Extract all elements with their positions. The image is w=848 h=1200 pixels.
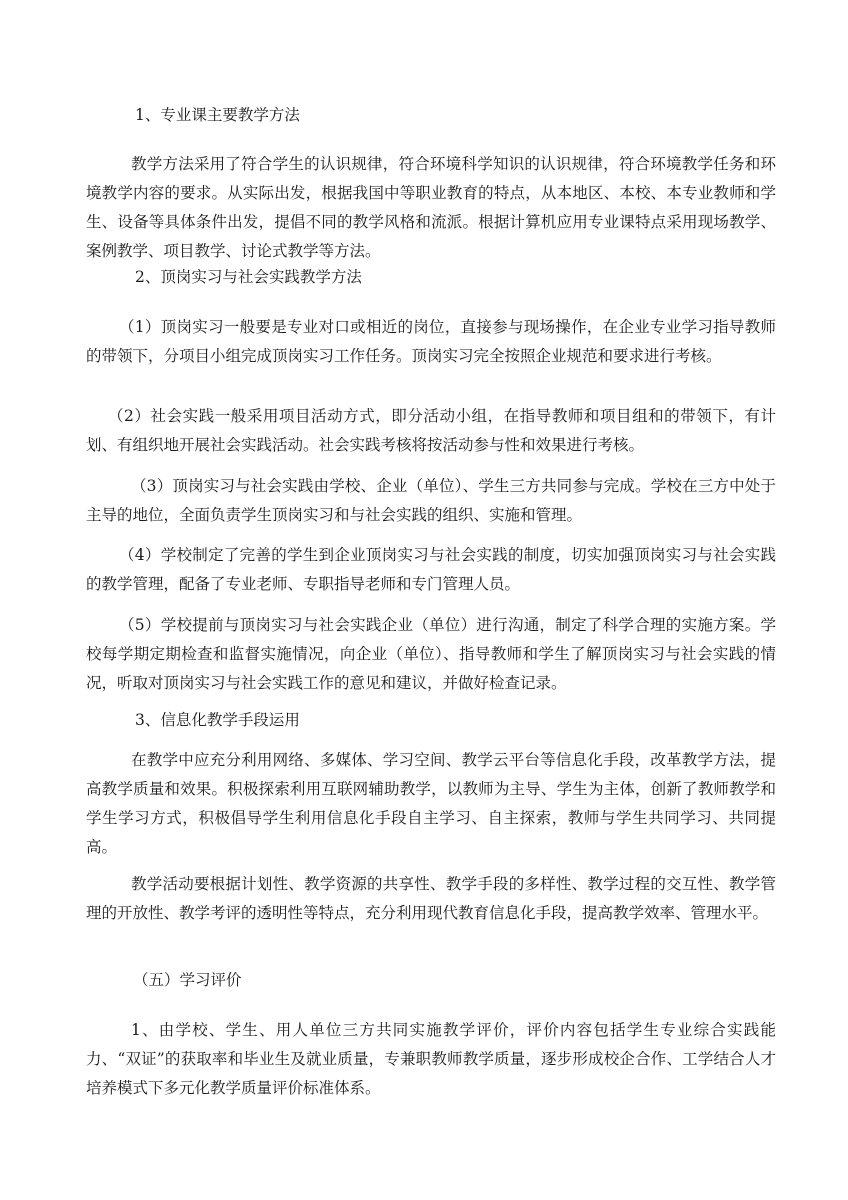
paragraph-teaching-methods: 教学方法采用了符合学生的认识规律，符合环境科学知识的认识规律，符合环境教学任务和环境教学内容的要求。从实际出发，根据我国中等职业教育的特点，从本地区、本校、本专业教师和学生、设备等具体条件出发，提倡不同的教学风格和流派。根据计算机应用专业课特点采用现场教学、案例教学、项目教学、讨论式教学等方法。 bbox=[86, 155, 776, 260]
paragraph-it-teaching-2: 教学活动要根据计划性、教学资源的共享性、教学手段的多样性、教学过程的交互性、教学管理的开放性、教学考评的透明性等特点，充分利用现代教育信息化手段，提高教学效率、管理水平。 bbox=[86, 875, 776, 922]
paragraph-internship-item-1: （1）顶岗实习一般要是专业对口或相近的岗位，直接参与现场操作，在企业专业学习指导教师的带领下，分项目小组完成顶岗实习工作任务。顶岗实习完全按照企业规范和要求进行考核。 bbox=[86, 318, 776, 365]
paragraph-it-teaching-1: 在教学中应充分利用网络、多媒体、学习空间、教学云平台等信息化手段，改革教学方法，提高教学质量和效果。积极探索利用互联网辅助教学，以教师为主导、学生为主体，创新了教师教学和学生学习方式，积极倡导学生利用信息化手段自主学习、自主探索，教师与学生共同学习、共同提高。 bbox=[86, 751, 776, 856]
paragraph-internship-item-5: （5）学校提前与顶岗实习与社会实践企业（单位）进行沟通，制定了科学合理的实施方案。学校每学期定期检查和监督实施情况，向企业（单位）、指导教师和学生了解顶岗实习与社会实践的情况，听取对顶岗实习与社会实践工作的意见和建议，并做好检查记录。 bbox=[86, 616, 776, 692]
paragraph-internship-item-2: （2）社会实践一般采用项目活动方式，即分活动小组，在指导教师和项目组和的带领下，有计划、有组织地开展社会实践活动。社会实践考核将按活动参与性和效果进行考核。 bbox=[86, 407, 776, 454]
heading-internship-methods: 2、顶岗实习与社会实践教学方法 bbox=[135, 268, 362, 286]
paragraph-internship-item-4: （4）学校制定了完善的学生到企业顶岗实习与社会实践的制度，切实加强顶岗实习与社会实践的教学管理，配备了专业老师、专职指导老师和专门管理人员。 bbox=[86, 546, 776, 593]
heading-learning-evaluation: （五）学习评价 bbox=[133, 971, 242, 989]
paragraph-learning-evaluation: 1、由学校、学生、用人单位三方共同实施教学评价，评价内容包括学生专业综合实践能力、“双证”的获取率和毕业生及就业质量，专兼职教师教学质量，逐步形成校企合作、工学结合人才培养模式下多元化教学质量评价标准体系。 bbox=[86, 1021, 776, 1097]
heading-teaching-methods: 1、专业课主要教学方法 bbox=[135, 106, 300, 124]
heading-it-teaching: 3、信息化教学手段运用 bbox=[135, 711, 300, 729]
paragraph-internship-item-3: （3）顶岗实习与社会实践由学校、企业（单位）、学生三方共同参与完成。学校在三方中处于主导的地位，全面负责学生顶岗实习和与社会实践的组织、实施和管理。 bbox=[86, 477, 776, 524]
